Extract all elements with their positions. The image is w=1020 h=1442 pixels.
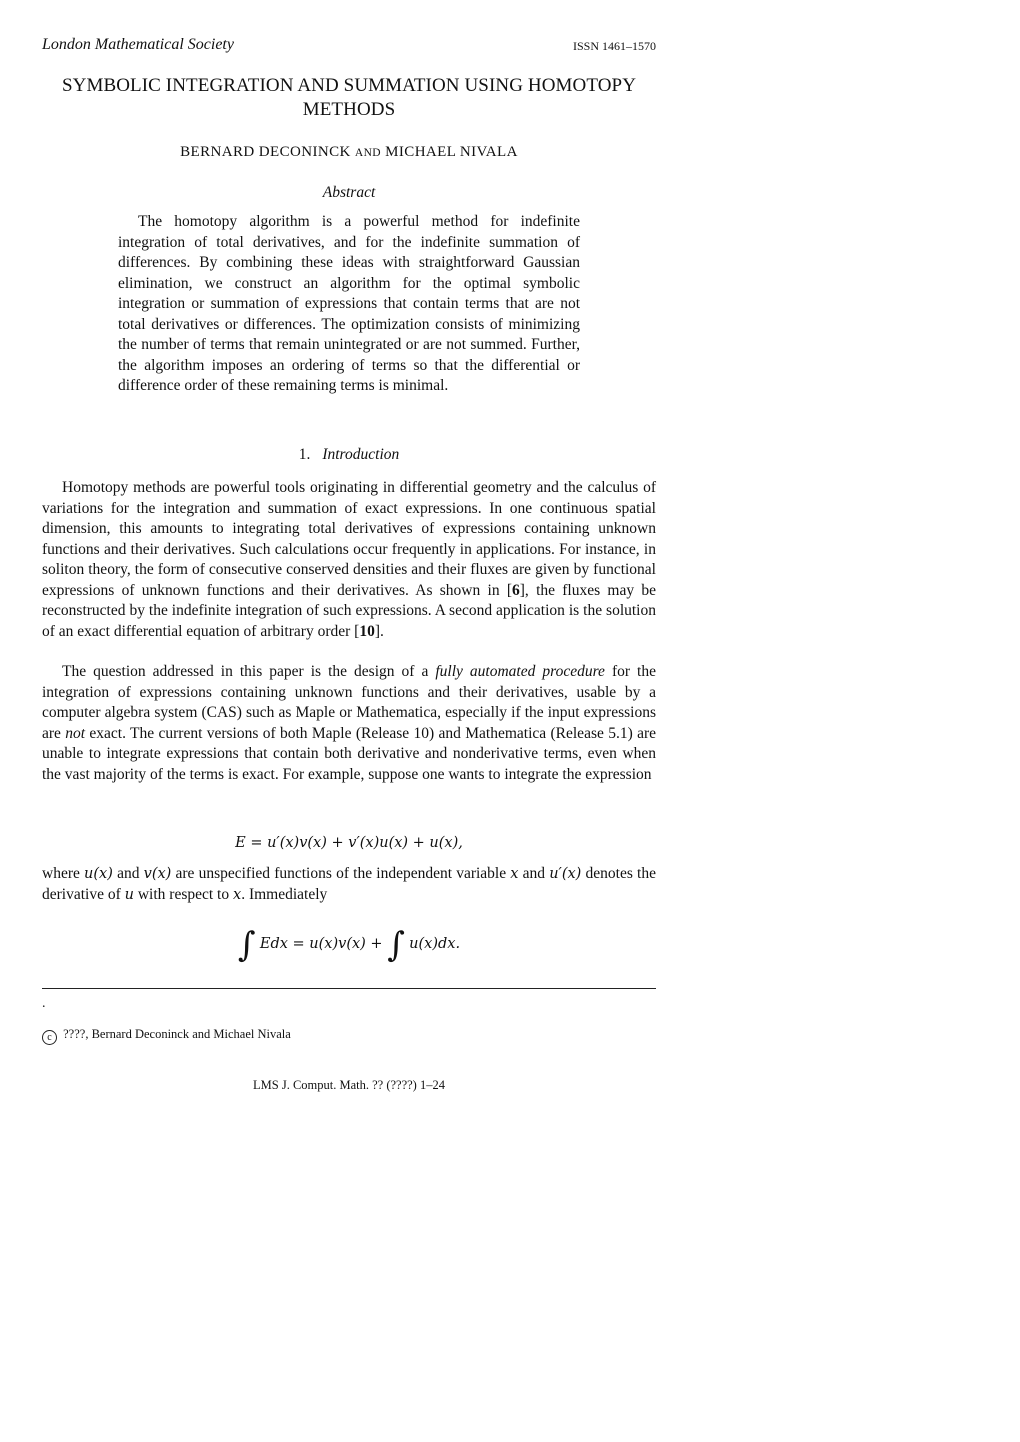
p2-text-b: for the integration of expressions containing unknown functions and their derivatives, usable by a computer algebra system (CAS) such as Maple or Mathematica, especially if the input expressions are: [42, 663, 656, 742]
integral-sign-icon: ∫: [387, 925, 405, 965]
copyright-icon: c: [42, 1030, 57, 1045]
copyright-notice: [42, 1027, 291, 1045]
footnote-dot: .: [42, 996, 46, 1011]
issn: ISSN 1461–1570: [572, 39, 656, 53]
p3-u: u: [124, 886, 134, 903]
title-line-2: METHODS: [302, 99, 396, 120]
abstract-heading: Abstract: [322, 184, 376, 201]
section-title: Introduction: [322, 446, 400, 463]
p3-end: . Immediately: [241, 885, 328, 903]
equation-1: [40, 832, 658, 852]
integral-sign-icon: ∫: [237, 925, 256, 965]
p3-and-1: and: [112, 865, 144, 882]
citation-10[interactable]: 10: [359, 622, 375, 640]
paper-title: [40, 74, 658, 122]
p2-text-a: The question addressed in this paper is the design of a: [62, 663, 436, 680]
p3-x: x: [510, 866, 519, 882]
authors: [40, 144, 658, 161]
equation-1-math: E = u′(x)v(x) + v′(x)u(x) + u(x),: [235, 835, 463, 851]
equation-2-rhs: u(x)dx.: [409, 936, 461, 952]
journal-citation: LMS J. Comput. Math. ?? (????) 1–24: [253, 1078, 445, 1092]
p3-vx: v(x): [143, 866, 172, 882]
paragraph-1: [42, 478, 656, 642]
equation-2-lhs: Edx = u(x)v(x) +: [259, 936, 388, 952]
p3-ux: u(x): [84, 866, 113, 882]
footnote-rule: [42, 988, 656, 989]
p3-x-2: x: [233, 886, 242, 903]
p2-not: not: [65, 724, 86, 742]
p3-mid: are unspecified functions of the independent variable: [171, 865, 511, 882]
p2-text-c: exact. The current versions of both Maple (Release 10) and Mathematica (Release 5.1) are unable to integrate expressions that contain both derivative and nonderivative terms, even when the vast majority of the terms is exact. For example, suppose one wants to integrate the expression: [42, 724, 656, 783]
equation-2: [40, 925, 658, 965]
copyright-text: ????, Bernard Deconinck and Michael Nivala: [63, 1027, 291, 1041]
p3-and-2: and: [518, 865, 550, 882]
section-number: 1.: [298, 446, 311, 463]
author-conjunction: AND: [354, 147, 381, 159]
p3-tail: denotes the derivative of: [42, 865, 656, 903]
journal-name: London Mathematical Society: [42, 36, 234, 53]
paragraph-3: [42, 864, 656, 905]
p2-emphasis: fully automated procedure: [435, 663, 605, 680]
p1-text-c: ].: [374, 622, 384, 640]
section-heading: [40, 446, 658, 464]
author-1: BERNARD DECONINCK: [180, 144, 351, 160]
p3-where: where: [42, 865, 85, 882]
p3-wrt: with respect to: [133, 885, 233, 903]
citation-6[interactable]: 6: [512, 581, 520, 599]
title-line-1: SYMBOLIC INTEGRATION AND SUMMATION USING HOMOTOPY: [61, 75, 637, 96]
paragraph-2: [42, 662, 656, 785]
author-2: MICHAEL NIVALA: [385, 144, 518, 160]
p1-text-a: Homotopy methods are powerful tools originating in differential geometry and the calculus of variations for the integration and summation of exact expressions. In one continuous spatial dimension, this amounts to integrating total derivatives of expressions containing unknown functions and their derivatives. Such calculations occur frequently in applications. For instance, in soliton theory, the form of consecutive conserved densities and their fluxes are given by functional expressions of unknown functions and their derivatives. As shown in [: [42, 479, 656, 599]
p1-text-b: ], the fluxes may be reconstructed by the indefinite integration of such expressions. A second application is the solution of an exact differential equation of arbitrary order [: [42, 581, 657, 640]
abstract-text: The homotopy algorithm is a powerful method for indefinite integration of total derivatives, and for the indefinite summation of differences. By combining these ideas with straightforward Gaussian elimination, we construct an algorithm for the optimal symbolic integration or summation of expressions that contain terms that are not total derivatives or differences. The optimization consists of minimizing the number of terms that remain unintegrated or are not summed. Further, the algorithm imposes an ordering of terms so that the differential or difference order of these remaining terms is minimal.: [118, 213, 580, 394]
p3-uprime-x: u′(x): [549, 866, 582, 882]
